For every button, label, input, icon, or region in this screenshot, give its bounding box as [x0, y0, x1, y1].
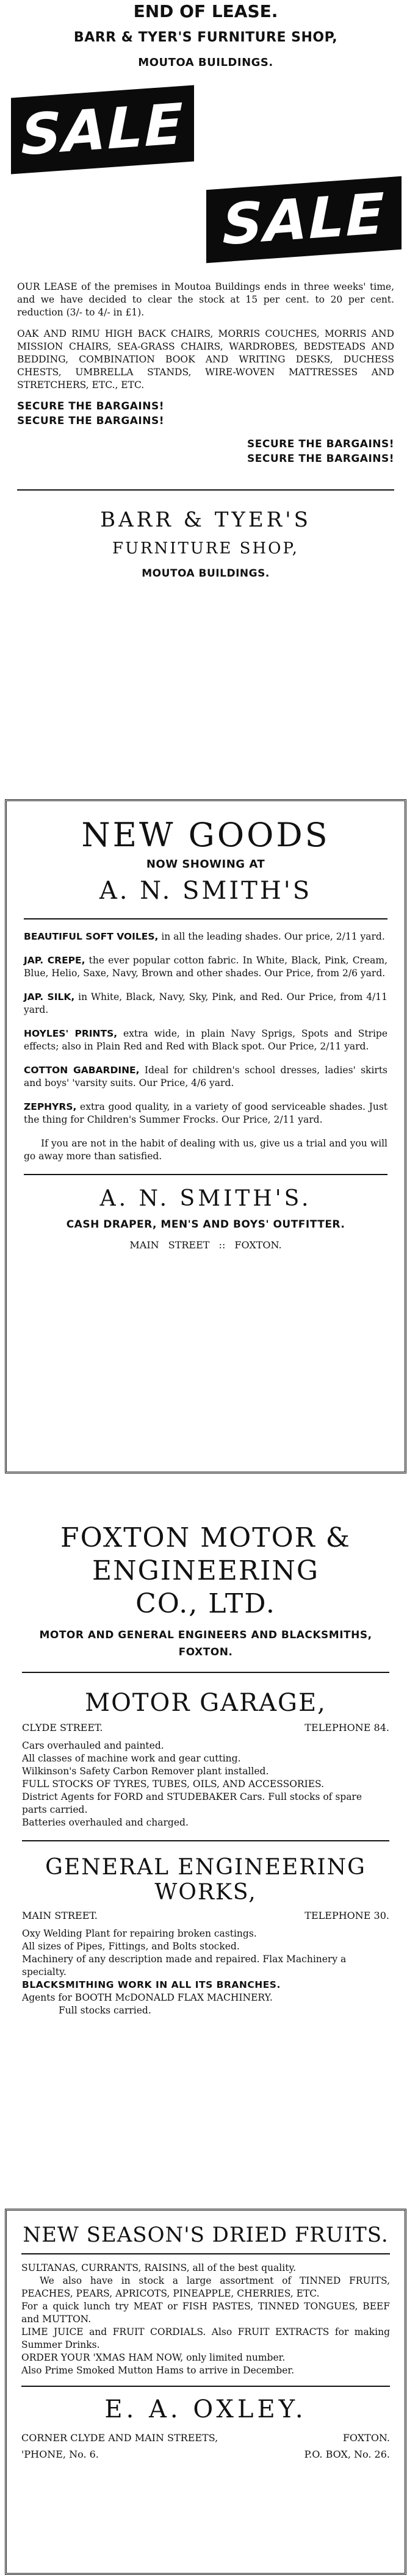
main-street-label: MAIN STREET: [129, 1239, 210, 1251]
clyde-street-label: CLYDE STREET.: [22, 1722, 103, 1733]
foxton-motor-heading: [22, 1522, 389, 1621]
divider: [22, 1840, 389, 1841]
goods-list: [24, 930, 387, 1126]
foxton-label: FOXTON.: [234, 1239, 282, 1251]
goods-item-text: extra good quality, in a variety of good serviceable shades. Just the thing for Children's Summer Frocks. Our Price, 2/11 yard.: [24, 1101, 387, 1125]
furniture-shop-label: FURNITURE SHOP,: [112, 539, 299, 558]
service-line: Machinery of any description made and repaired. Flax Machinery a specialty.: [22, 1954, 347, 1977]
goods-item: [24, 1101, 387, 1126]
foxton-motor-advert: [5, 1507, 406, 2172]
goods-item-label: ZEPHYRS,: [24, 1101, 77, 1112]
blacksmithing-line: BLACKSMITHING WORK IN ALL ITS BRANCHES.: [22, 1979, 281, 1990]
oxley-address-row: [21, 2432, 390, 2444]
goods-item-text: in all the leading shades. Our price, 2/11 yard.: [158, 931, 385, 942]
ea-oxley-advert: [5, 2209, 406, 2575]
goods-item-text: the ever popular cotton fabric. In White, Black, Pink, Cream, Blue, Helio, Saxe, Navy, Brown and other shades. Our Price, from 2/6 yard.: [24, 955, 387, 979]
goods-item: [24, 991, 387, 1016]
sale-banner-right: SALE: [206, 176, 402, 263]
works-address-row: [22, 1910, 389, 1921]
works-services: [22, 1927, 389, 2017]
grocery-line: LIME JUICE and FRUIT CORDIALS. Also FRUIT EXTRACTS for making Summer Drinks.: [21, 2326, 390, 2350]
an-smiths-name: A. N. SMITH'S.: [99, 1186, 312, 1211]
ea-oxley-name: E. A. OXLEY.: [104, 2395, 307, 2423]
motor-garage-heading: MOTOR GARAGE,: [85, 1689, 326, 1717]
service-line: All classes of machine work and gear cutting.: [22, 1753, 241, 1764]
grocery-line: ORDER YOUR 'XMAS HAM NOW, only limited number.: [21, 2352, 286, 2363]
goods-item: [24, 930, 387, 943]
goods-item-label: JAP. CREPE,: [24, 955, 85, 966]
lease-paragraph: OUR LEASE of the premises in Moutoa Buildings ends in three weeks' time, and we have decided to clear the stock at 15 per cent. to 20 per cent. reduction (3/- to 4/- in £1).: [17, 281, 394, 318]
service-line: Cars overhauled and painted.: [22, 1740, 164, 1751]
phone-number: 'PHONE, No. 6.: [21, 2448, 99, 2460]
draper-tagline: CASH DRAPER, MEN'S AND BOYS' OUTFITTER.: [66, 1218, 345, 1231]
garage-telephone: TELEPHONE 84.: [304, 1722, 389, 1733]
service-line: Wilkinson's Safety Carbon Remover plant installed.: [22, 1766, 269, 1777]
service-line: All sizes of Pipes, Fittings, and Bolts stocked.: [22, 1941, 240, 1952]
goods-item-label: HOYLES' PRINTS,: [24, 1028, 118, 1039]
goods-item-text: extra wide, in plain Navy Sprigs, Spots and Stripe effects; also in Plain Red and Red with Black spot. Our Price, 2/11 yard.: [24, 1028, 388, 1052]
main-street-label: MAIN STREET.: [22, 1910, 98, 1921]
barr-tyers-name: BARR & TYER'S: [100, 508, 311, 532]
furniture-list: OAK AND RIMU HIGH BACK CHAIRS, MORRIS COUCHES, MORRIS AND MISSION CHAIRS, SEA-GRASS CHAIRS, WARDROBES, BEDSTEADS AND BEDDING, COMBINATION BOOK AND WRITING DESKS, DUCHESS CHESTS, UMBRELLA STANDS, WIRE-WOVEN MATTRESSES AND STRETCHERS, ETC., ETC.: [17, 328, 394, 390]
goods-item-label: JAP. SILK,: [24, 991, 75, 1002]
works-heading: WORKS,: [154, 1880, 257, 1905]
grocery-list: [21, 2262, 390, 2377]
divider: [24, 1174, 387, 1175]
heading-line-3: CO., LTD.: [135, 1588, 276, 1619]
service-line: District Agents for FORD and STUDEBAKER Cars. Full stocks of spare parts carried.: [22, 1791, 362, 1815]
barr-tyers-advert: [5, 0, 406, 793]
divider: [21, 2386, 390, 2387]
dried-fruits-heading: NEW SEASON'S DRIED FRUITS.: [23, 2223, 389, 2247]
an-smiths-advert: [5, 799, 406, 1473]
grocery-line: We also have in stock a large assortment of TINNED FRUITS, PEACHES, PEARS, APRICOTS, PINEAPPLE, CHERRIES, ETC.: [21, 2275, 390, 2299]
barr-tyers-body: [17, 281, 394, 580]
divider: [21, 2253, 390, 2254]
service-line: Full stocks carried.: [59, 2005, 151, 2016]
smith-address: [24, 1239, 387, 1251]
works-telephone: TELEPHONE 30.: [304, 1910, 389, 1921]
service-line: FULL STOCKS OF TYRES, TUBES, OILS, AND ACCESSORIES.: [22, 1779, 325, 1790]
foxton-label: FOXTON.: [178, 1646, 233, 1658]
heading-line-2: ENGINEERING: [92, 1555, 320, 1586]
grocery-line: For a quick lunch try MEAT or FISH PASTES, TINNED TONGUES, BEEF and MUTTON.: [21, 2301, 390, 2325]
secure-bargains-2: SECURE THE BARGAINS!: [17, 415, 164, 427]
now-showing-label: NOW SHOWING AT: [146, 858, 265, 871]
moutoa-buildings-heading: MOUTOA BUILDINGS.: [138, 56, 273, 69]
address-separator: ::: [218, 1239, 226, 1251]
goods-item-label: COTTON GABARDINE,: [24, 1065, 140, 1076]
goods-item-label: BEAUTIFUL SOFT VOILES,: [24, 931, 159, 942]
service-line: Agents for BOOTH McDONALD FLAX MACHINERY.: [22, 1992, 273, 2003]
goods-item: [24, 954, 387, 980]
garage-services: [22, 1740, 389, 1829]
moutoa-buildings-label: MOUTOA BUILDINGS.: [142, 567, 270, 580]
service-line: Oxy Welding Plant for repairing broken castings.: [22, 1928, 257, 1939]
barr-tyers-heading: BARR & TYER'S FURNITURE SHOP,: [73, 30, 338, 45]
divider: [22, 1672, 389, 1673]
sale-banner-left: SALE: [11, 85, 194, 174]
service-line: Batteries overhauled and charged.: [22, 1817, 189, 1828]
an-smiths-heading: A. N. SMITH'S: [99, 877, 312, 905]
general-engineering-heading: GENERAL ENGINEERING: [45, 1855, 366, 1880]
po-box: P.O. BOX, No. 26.: [304, 2448, 390, 2460]
oxley-contact-row: [21, 2448, 390, 2460]
secure-bargains-1: SECURE THE BARGAINS!: [17, 400, 164, 412]
divider: [17, 489, 394, 491]
goods-item: [24, 1027, 387, 1053]
secure-bargains-3: SECURE THE BARGAINS!: [247, 438, 394, 450]
engineers-subheading: MOTOR AND GENERAL ENGINEERS AND BLACKSMITHS,: [39, 1629, 372, 1641]
end-of-lease-heading: END OF LEASE.: [133, 1, 278, 21]
foxton-label: FOXTON.: [342, 2432, 390, 2444]
garage-address-row: [22, 1722, 389, 1733]
new-goods-heading: NEW GOODS: [81, 816, 330, 854]
secure-bargains-4: SECURE THE BARGAINS!: [247, 453, 394, 465]
goods-item-text: in White, Black, Navy, Sky, Pink, and Red. Our Price, from 4/11 yard.: [24, 991, 387, 1015]
divider: [24, 918, 387, 919]
grocery-line: SULTANAS, CURRANTS, RAISINS, all of the best quality.: [21, 2262, 297, 2273]
grocery-line: Also Prime Smoked Mutton Hams to arrive in December.: [21, 2365, 295, 2376]
heading-line-1: FOXTON MOTOR &: [60, 1522, 351, 1553]
goods-item-text: Ideal for children's school dresses, ladies' skirts and boys' 'varsity suits. Our Price, 4/6 yard.: [24, 1065, 387, 1088]
closing-note: If you are not in the habit of dealing with us, give us a trial and you will go away more than satisfied.: [24, 1138, 387, 1162]
goods-item: [24, 1064, 387, 1090]
corner-streets-label: CORNER CLYDE AND MAIN STREETS,: [21, 2432, 218, 2444]
